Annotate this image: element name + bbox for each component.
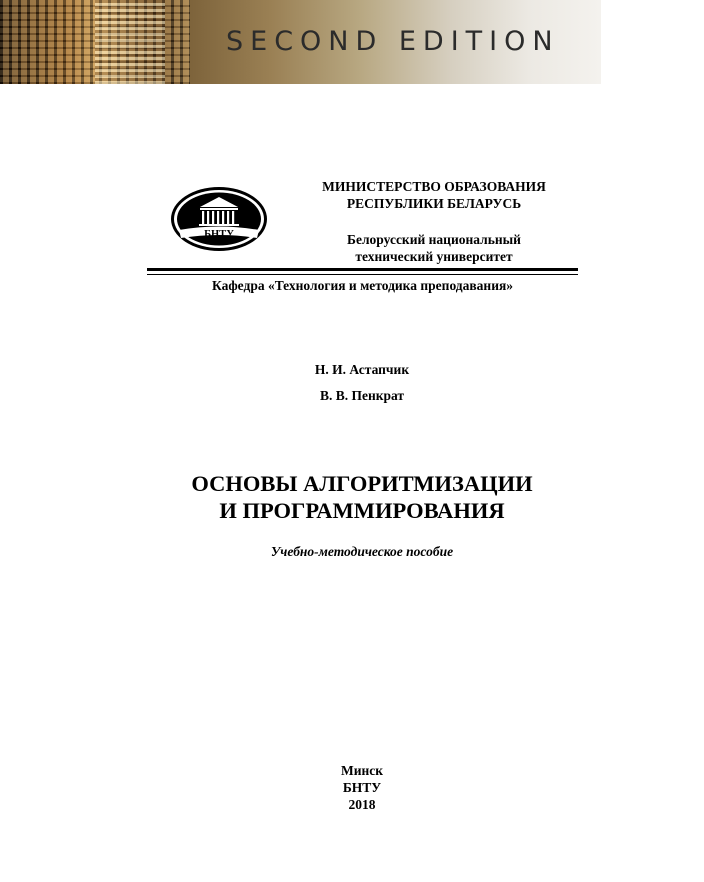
ministry-line-2: РЕСПУБЛИКИ БЕЛАРУСЬ (346, 196, 522, 211)
author-1: Н. И. Астапчик (314, 362, 410, 377)
header-rule-thin (147, 274, 578, 275)
university-line-2: технический университет (355, 249, 513, 264)
bntu-logo (170, 186, 268, 252)
ministry-line-1: МИНИСТЕРСТВО ОБРАЗОВАНИЯ (322, 179, 546, 194)
banner-edition-text: SECOND EDITION (226, 26, 560, 57)
imprint-city: Минск (340, 763, 384, 778)
author-2: В. В. Пенкрат (319, 388, 405, 403)
cover-banner (0, 0, 601, 84)
book-title-line-2: И ПРОГРАММИРОВАНИЯ (219, 498, 505, 523)
book-title-line-1: ОСНОВЫ АЛГОРИТМИЗАЦИИ (191, 471, 533, 496)
department-name: Кафедра «Технология и методика преподавания» (211, 278, 514, 293)
university-name (300, 231, 568, 265)
university-line-1: Белорусский национальный (347, 232, 521, 247)
header-rule-thick (147, 268, 578, 271)
imprint (262, 762, 462, 813)
book-subtitle: Учебно-методическое пособие (270, 544, 454, 559)
logo-text: БНТУ (204, 229, 234, 240)
ministry-heading (300, 178, 568, 212)
imprint-publisher: БНТУ (342, 780, 382, 795)
book-title (100, 470, 624, 524)
imprint-year: 2018 (348, 797, 376, 812)
banner-photo (0, 0, 190, 84)
